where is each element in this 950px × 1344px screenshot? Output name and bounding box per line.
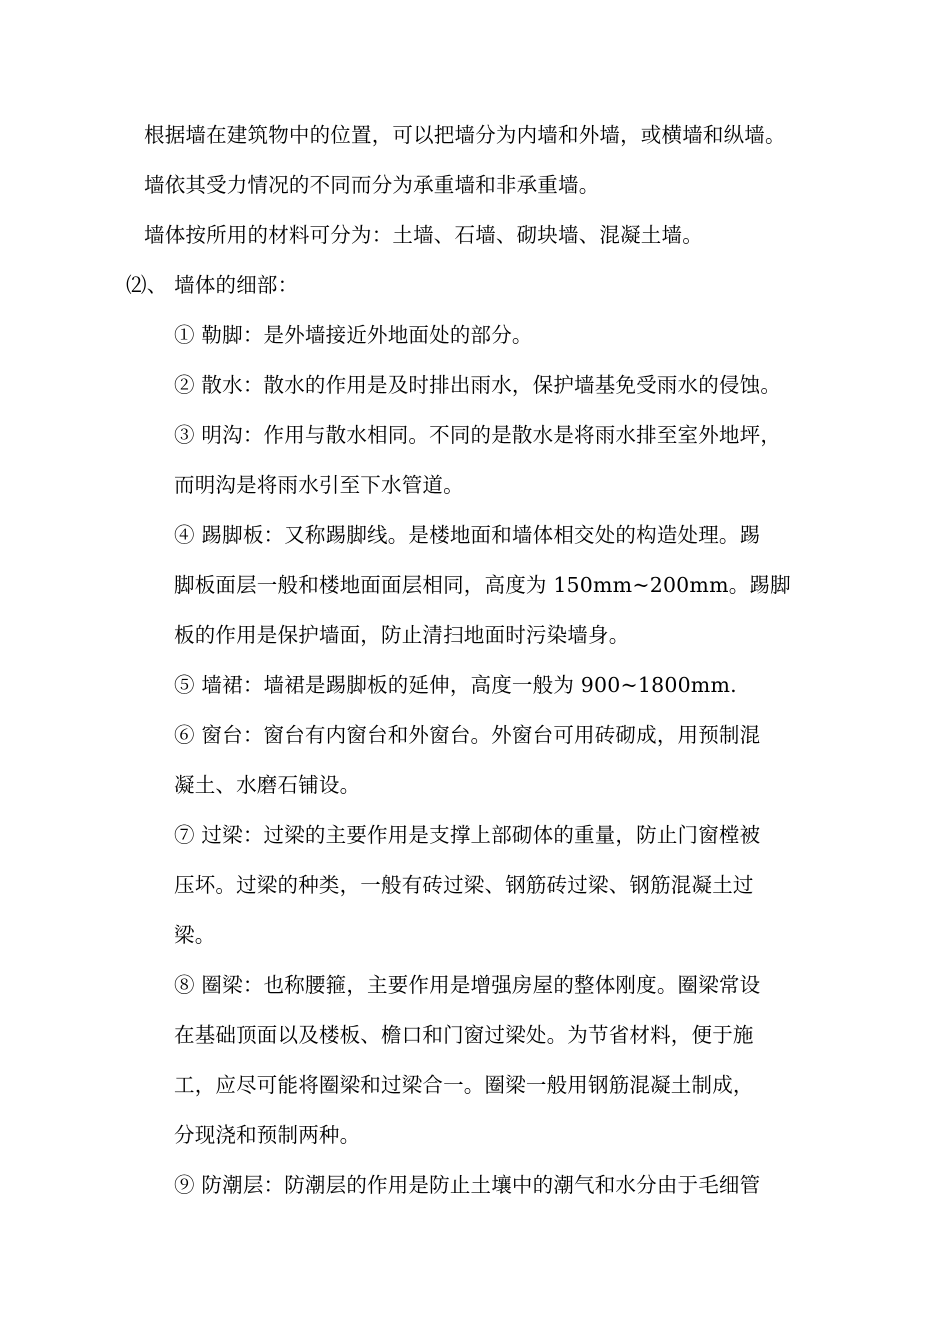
item-plinth: ① 勒脚：是外墙接近外地面处的部分。 — [174, 323, 533, 347]
paragraph-wall-load: 墙依其受力情况的不同而分为承重墙和非承重墙。 — [144, 173, 600, 197]
item-apron: ② 散水：散水的作用是及时排出雨水，保护墙基免受雨水的侵蚀。 — [174, 373, 782, 397]
item-damp-proof-line-1: ⑨ 防潮层：防潮层的作用是防止土壤中的潮气和水分由于毛细管 — [174, 1173, 761, 1197]
item-windowsill-line-1: ⑥ 窗台：窗台有内窗台和外窗台。外窗台可用砖砌成，用预制混 — [174, 723, 761, 747]
paragraph-wall-material: 墙体按所用的材料可分为：土墙、石墙、砌块墙、混凝土墙。 — [144, 223, 703, 247]
item-open-ditch-line-1: ③ 明沟：作用与散水相同。不同的是散水是将雨水排至室外地坪， — [174, 423, 782, 447]
item-ring-beam-line-2: 在基础顶面以及楼板、檐口和门窗过梁处。为节省材料，便于施 — [174, 1023, 754, 1047]
item-ring-beam-line-3: 工，应尽可能将圈梁和过梁合一。圈梁一般用钢筋混凝土制成， — [174, 1073, 754, 1097]
item-ring-beam-line-4: 分现浇和预制两种。 — [174, 1123, 361, 1147]
item-lintel-line-1: ⑦ 过梁：过梁的主要作用是支撑上部砌体的重量，防止门窗樘被 — [174, 823, 761, 847]
item-open-ditch-line-2: 而明沟是将雨水引至下水管道。 — [174, 473, 464, 497]
paragraph-wall-position: 根据墙在建筑物中的位置，可以把墙分为内墙和外墙，或横墙和纵墙。 — [144, 123, 786, 147]
item-ring-beam-line-1: ⑧ 圈梁：也称腰箍，主要作用是增强房屋的整体刚度。圈梁常设 — [174, 973, 761, 997]
item-skirting-line-3: 板的作用是保护墙面，防止清扫地面时污染墙身。 — [174, 623, 630, 647]
item-windowsill-line-2: 凝土、水磨石铺设。 — [174, 773, 361, 797]
item-skirting-line-2: 脚板面层一般和楼地面面层相同，高度为 150mm~200mm。踢脚 — [174, 573, 791, 597]
item-skirting-line-1: ④ 踢脚板：又称踢脚线。是楼地面和墙体相交处的构造处理。踢 — [174, 523, 761, 547]
section-heading: ⑵、 墙体的细部： — [126, 273, 299, 297]
item-lintel-line-3: 梁。 — [174, 923, 216, 947]
item-dado: ⑤ 墙裙：墙裙是踢脚板的延伸，高度一般为 900~1800mm. — [174, 673, 737, 697]
item-lintel-line-2: 压坏。过梁的种类，一般有砖过梁、钢筋砖过梁、钢筋混凝土过 — [174, 873, 754, 897]
